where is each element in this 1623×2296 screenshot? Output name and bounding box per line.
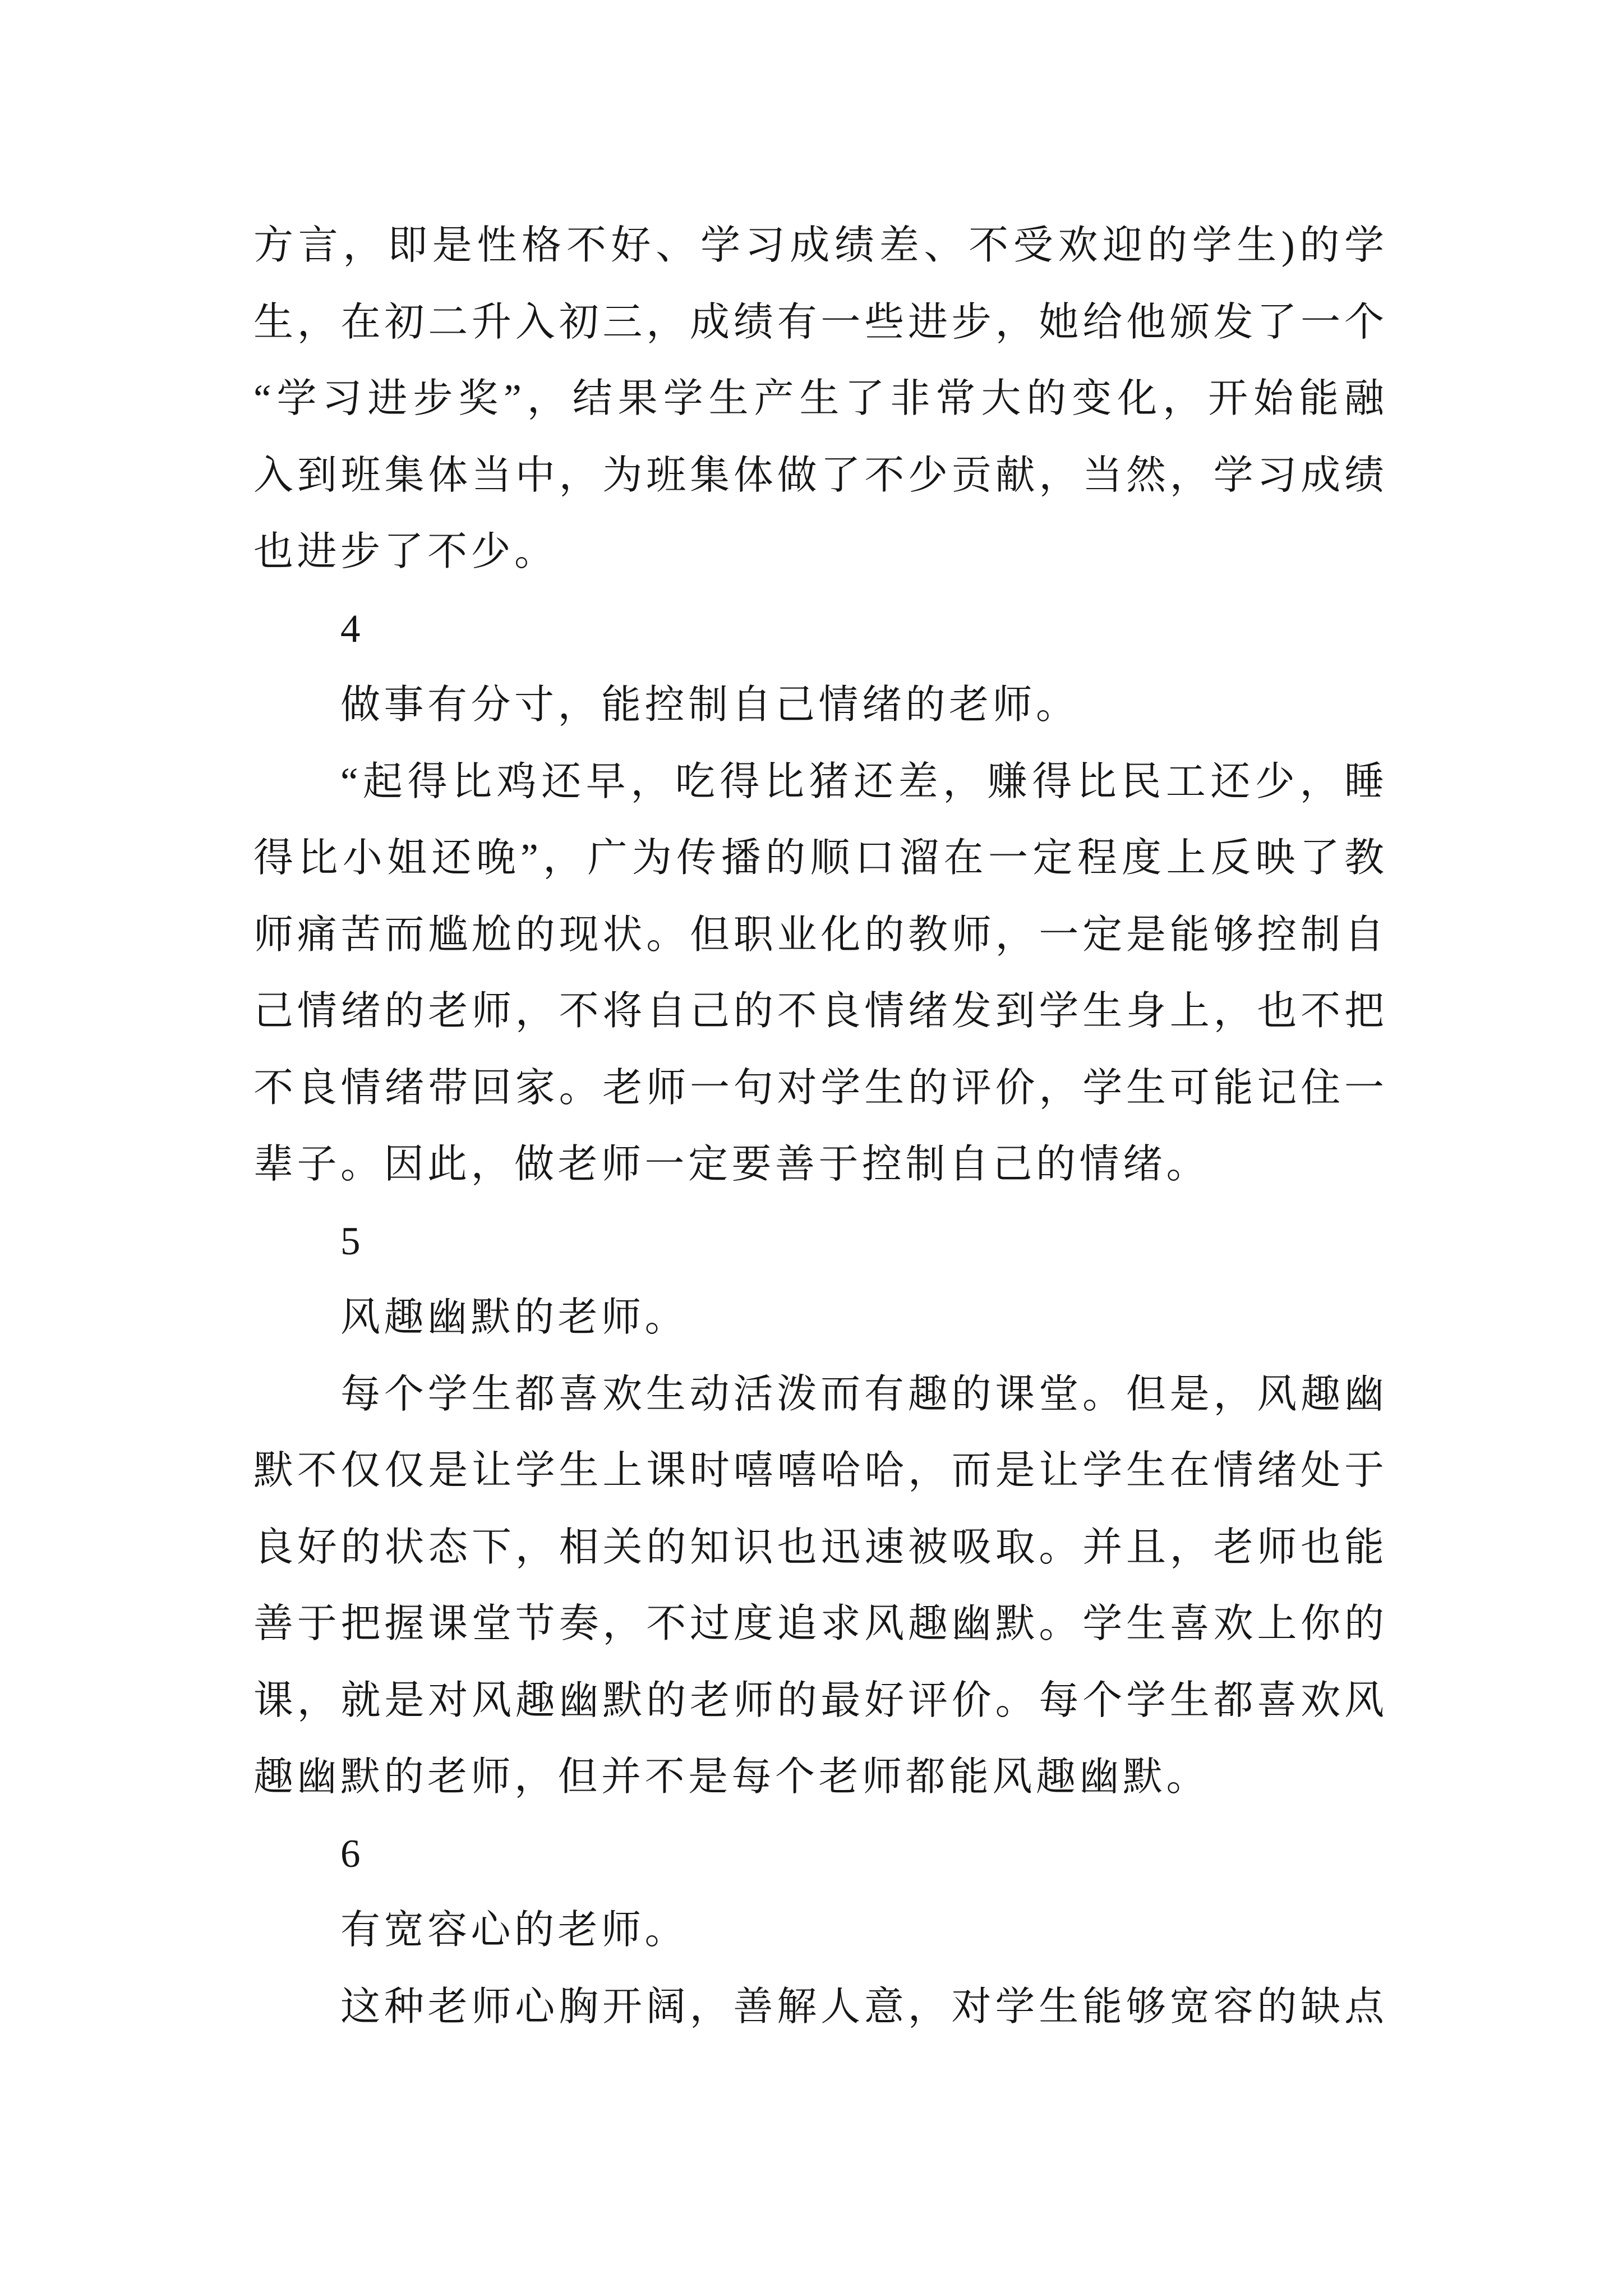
paragraph-line: 方言，即是性格不好、学习成绩差、不受欢迎的学生)的学 xyxy=(253,224,1389,268)
paragraph-line: 善于把握课堂节奏，不过度追求风趣幽默。学生喜欢上你的 xyxy=(253,1602,1388,1646)
paragraph-line: 也进步了不少。 xyxy=(253,530,558,574)
section-heading: 风趣幽默的老师。 xyxy=(340,1296,689,1340)
paragraph-line: 己情绪的老师，不将自己的不良情绪发到学生身上，也不把 xyxy=(253,990,1388,1033)
paragraph-line: 每个学生都喜欢生动活泼而有趣的课堂。但是，风趣幽 xyxy=(340,1372,1388,1416)
section-number: 6 xyxy=(340,1832,361,1876)
section-heading: 做事有分寸，能控制自己情绪的老师。 xyxy=(340,683,1080,727)
text-column xyxy=(253,208,1390,2045)
paragraph-line: 趣幽默的老师，但并不是每个老师都能风趣幽默。 xyxy=(253,1755,1210,1799)
section xyxy=(253,1203,1388,1816)
paragraph-line: 默不仅仅是让学生上课时嘻嘻哈哈，而是让学生在情绪处于 xyxy=(253,1449,1388,1493)
paragraph-line: 得比小姐还晚”，广为传播的顺口溜在一定程度上反映了教 xyxy=(253,836,1389,880)
section-number: 5 xyxy=(340,1219,361,1263)
paragraph-line: 入到班集体当中，为班集体做了不少贡献，当然，学习成绩 xyxy=(253,453,1388,498)
paragraph-line: “起得比鸡还早，吃得比猪还差，赚得比民工还少，睡 xyxy=(340,760,1389,804)
paragraph-line: 师痛苦而尴尬的现状。但职业化的教师，一定是能够控制自 xyxy=(253,913,1388,957)
section xyxy=(253,591,1389,1203)
section-number: 4 xyxy=(340,606,361,651)
paragraph-line: 生，在初二升入初三，成绩有一些进步，她给他颁发了一个 xyxy=(253,300,1388,344)
paragraph-line: 不良情绪带回家。老师一句对学生的评价，学生可能记住一 xyxy=(253,1066,1388,1110)
paragraph-line: 这种老师心胸开阔，善解人意，对学生能够宽容的缺点 xyxy=(340,1985,1388,2029)
paragraph-line: “学习进步奖”，结果学生产生了非常大的变化，开始能融 xyxy=(253,377,1390,421)
paragraph-line: 良好的状态下，相关的知识也迅速被吸取。并且，老师也能 xyxy=(253,1525,1388,1570)
continued-paragraph xyxy=(253,208,1390,591)
paragraph-line: 辈子。因此，做老师一定要善于控制自己的情绪。 xyxy=(253,1143,1210,1186)
paragraph-line: 课，就是对风趣幽默的老师的最好评价。每个学生都喜欢风 xyxy=(253,1678,1388,1723)
section-heading: 有宽容心的老师。 xyxy=(340,1908,689,1952)
section xyxy=(253,1816,1388,2046)
